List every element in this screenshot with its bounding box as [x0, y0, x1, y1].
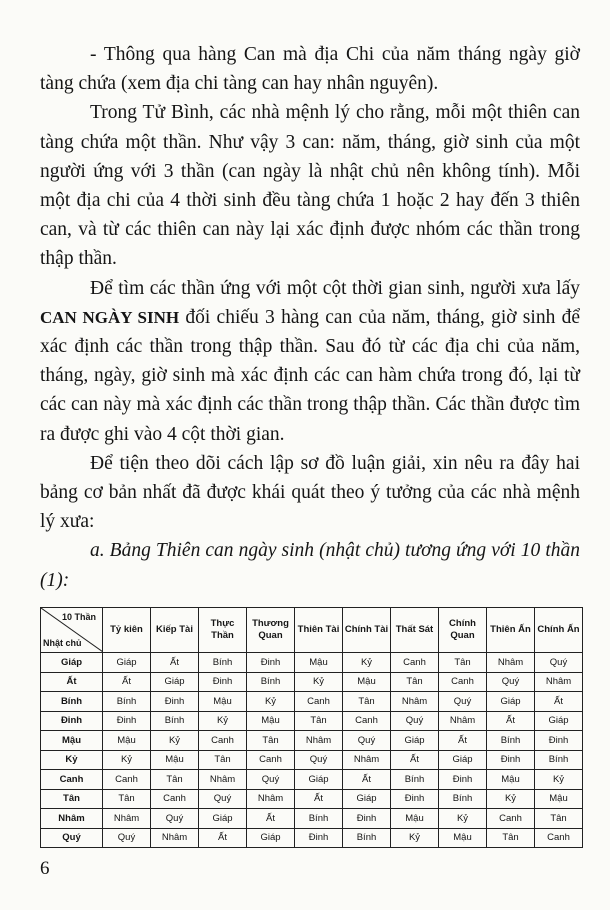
- column-header: Thất Sát: [391, 608, 439, 653]
- table-cell: Bính: [295, 809, 343, 829]
- table-cell: Giáp: [103, 653, 151, 673]
- table-cell: Tân: [487, 828, 535, 848]
- table-cell: Kỷ: [103, 750, 151, 770]
- table-cell: Tân: [247, 731, 295, 751]
- table-cell: Canh: [439, 672, 487, 692]
- paragraph-3: [40, 274, 580, 449]
- table-caption: a. Bảng Thiên can ngày sinh (nhật chủ) tương ứng với 10 thần (1):: [40, 540, 580, 591]
- table-cell: Kỷ: [391, 828, 439, 848]
- table-cell: Bính: [391, 770, 439, 790]
- column-header: Chính Quan: [439, 608, 487, 653]
- table-cell: Quý: [199, 789, 247, 809]
- row-header-cell: Canh: [41, 770, 103, 790]
- table-cell: Nhâm: [199, 770, 247, 790]
- table-cell: Canh: [103, 770, 151, 790]
- body-text: [40, 40, 580, 595]
- table-cell: Canh: [535, 828, 583, 848]
- table-cell: Ất: [199, 828, 247, 848]
- table-cell: Mậu: [199, 692, 247, 712]
- table-row: [41, 731, 583, 751]
- table-cell: Mậu: [487, 770, 535, 790]
- table-cell: Kỷ: [295, 672, 343, 692]
- table-cell: Canh: [199, 731, 247, 751]
- table-cell: Bính: [487, 731, 535, 751]
- table-cell: Đinh: [535, 731, 583, 751]
- table-corner-cell: [41, 608, 103, 653]
- table-cell: Bính: [151, 711, 199, 731]
- table-cell: Kỷ: [199, 711, 247, 731]
- table-cell: Canh: [391, 653, 439, 673]
- table-cell: Quý: [103, 828, 151, 848]
- table-cell: Đinh: [391, 789, 439, 809]
- table-cell: Mậu: [391, 809, 439, 829]
- table-row: [41, 789, 583, 809]
- table-cell: Quý: [487, 672, 535, 692]
- table-cell: Nhâm: [343, 750, 391, 770]
- table-cell: Kỷ: [247, 692, 295, 712]
- table-cell: Quý: [247, 770, 295, 790]
- table-cell: Giáp: [151, 672, 199, 692]
- table-cell: Ất: [151, 653, 199, 673]
- table-cell: Ất: [343, 770, 391, 790]
- ten-gods-table: [40, 607, 583, 848]
- table-cell: Canh: [295, 692, 343, 712]
- table-cell: Đinh: [103, 711, 151, 731]
- table-cell: Mậu: [103, 731, 151, 751]
- paragraph-3-start: Để tìm các thần ứng với một cột thời gian sinh, người xưa lấy: [90, 277, 580, 299]
- table-container: [40, 607, 582, 848]
- paragraph-3-bold: CAN NGÀY SINH: [40, 307, 180, 327]
- table-cell: Mậu: [439, 828, 487, 848]
- table-cell: Tân: [151, 770, 199, 790]
- column-header: Thương Quan: [247, 608, 295, 653]
- table-cell: Giáp: [295, 770, 343, 790]
- table-cell: Đinh: [199, 672, 247, 692]
- table-cell: Bính: [103, 692, 151, 712]
- table-cell: Quý: [343, 731, 391, 751]
- table-cell: Bính: [247, 672, 295, 692]
- table-cell: Nhâm: [247, 789, 295, 809]
- table-cell: Kỷ: [535, 770, 583, 790]
- table-cell: Nhâm: [151, 828, 199, 848]
- table-cell: Tân: [343, 692, 391, 712]
- table-cell: Giáp: [343, 789, 391, 809]
- table-cell: Bính: [199, 653, 247, 673]
- table-cell: Bính: [439, 789, 487, 809]
- corner-label-bottom: Nhật chủ: [43, 638, 82, 648]
- row-header-cell: Giáp: [41, 653, 103, 673]
- table-row: [41, 711, 583, 731]
- table-row: [41, 653, 583, 673]
- row-header-cell: Bính: [41, 692, 103, 712]
- table-cell: Tân: [535, 809, 583, 829]
- table-cell: Ất: [391, 750, 439, 770]
- row-header-cell: Nhâm: [41, 809, 103, 829]
- table-cell: Canh: [151, 789, 199, 809]
- table-cell: Giáp: [487, 692, 535, 712]
- table-cell: Nhâm: [295, 731, 343, 751]
- paragraph-1: - Thông qua hàng Can mà địa Chi của năm tháng ngày giờ tàng chứa (xem địa chi tàng can hay nhân nguyên).: [40, 44, 580, 95]
- table-cell: Tân: [199, 750, 247, 770]
- paragraph-4: Để tiện theo dõi cách lập sơ đồ luận giải, xin nêu ra đây hai bảng cơ bản nhất đã được khái quát theo ý tưởng của các nhà mệnh lý xưa:: [40, 452, 580, 533]
- column-header: Chính Ấn: [535, 608, 583, 653]
- table-cell: Ất: [535, 692, 583, 712]
- row-header-cell: Ất: [41, 672, 103, 692]
- table-cell: Kỷ: [343, 653, 391, 673]
- table-cell: Kỷ: [439, 809, 487, 829]
- table-cell: Kỷ: [151, 731, 199, 751]
- table-cell: Ất: [247, 809, 295, 829]
- corner-label-top: 10 Thần: [61, 612, 96, 622]
- table-cell: Bính: [535, 750, 583, 770]
- table-cell: Đinh: [295, 828, 343, 848]
- table-cell: Quý: [391, 711, 439, 731]
- table-cell: Đinh: [151, 692, 199, 712]
- table-cell: Kỷ: [487, 789, 535, 809]
- page-number: 6: [40, 858, 50, 879]
- table-cell: Canh: [487, 809, 535, 829]
- table-row: [41, 828, 583, 848]
- table-cell: Bính: [343, 828, 391, 848]
- table-cell: Nhâm: [439, 711, 487, 731]
- table-row: [41, 809, 583, 829]
- table-cell: Giáp: [247, 828, 295, 848]
- row-header-cell: Kỷ: [41, 750, 103, 770]
- paragraph-2: Trong Tử Bình, các nhà mệnh lý cho rằng, mỗi một thiên can tàng chứa một thần. Như vậy 3 can: năm, tháng, giờ sinh của một người ứng với 3 thần (can ngày là nhật chủ nên không tính). Mỗi một địa chi của 4 thời sinh đều tàng chứa 1 hoặc 2 hay đến 3 thiên can, và từ các thiên can này lại xác định được nhóm các thần trong thập thần.: [40, 102, 580, 270]
- table-cell: Nhâm: [535, 672, 583, 692]
- row-header-cell: Đinh: [41, 711, 103, 731]
- row-header-cell: Tân: [41, 789, 103, 809]
- table-cell: Giáp: [391, 731, 439, 751]
- table-row: [41, 692, 583, 712]
- table-cell: Đinh: [247, 653, 295, 673]
- table-cell: Quý: [295, 750, 343, 770]
- table-cell: Tân: [295, 711, 343, 731]
- column-header: Thiên Tài: [295, 608, 343, 653]
- column-header: Thiên Ấn: [487, 608, 535, 653]
- row-header-cell: Quý: [41, 828, 103, 848]
- row-header-cell: Mậu: [41, 731, 103, 751]
- table-cell: Nhâm: [103, 809, 151, 829]
- table-cell: Ất: [295, 789, 343, 809]
- table-cell: Mậu: [535, 789, 583, 809]
- column-header: Tỷ kiên: [103, 608, 151, 653]
- table-cell: Giáp: [535, 711, 583, 731]
- table-cell: Đinh: [343, 809, 391, 829]
- table-cell: Mậu: [295, 653, 343, 673]
- table-cell: Ất: [487, 711, 535, 731]
- column-header: Kiếp Tài: [151, 608, 199, 653]
- paragraph-3-end: đối chiếu 3 hàng can của năm, tháng, giờ sinh để xác định các thần trong thập thần. Sau đó từ các địa chi của năm, tháng, ngày, giờ sinh mà xác định các can hàm chứa trong đó, lại từ các can này mà xác định các thần trong thập thần. Các thần được tìm ra được ghi vào 4 cột thời gian.: [40, 306, 580, 445]
- table-cell: Quý: [439, 692, 487, 712]
- table-row: [41, 672, 583, 692]
- table-cell: Giáp: [199, 809, 247, 829]
- table-cell: Mậu: [151, 750, 199, 770]
- table-cell: Ất: [103, 672, 151, 692]
- table-header-row: [41, 608, 583, 653]
- table-cell: Tân: [391, 672, 439, 692]
- table-cell: Đinh: [487, 750, 535, 770]
- table-cell: Quý: [151, 809, 199, 829]
- table-row: [41, 770, 583, 790]
- table-cell: Canh: [247, 750, 295, 770]
- table-cell: Mậu: [343, 672, 391, 692]
- table-cell: Giáp: [439, 750, 487, 770]
- table-cell: Nhâm: [391, 692, 439, 712]
- table-cell: Tân: [439, 653, 487, 673]
- column-header: Thực Thần: [199, 608, 247, 653]
- table-cell: Quý: [535, 653, 583, 673]
- table-cell: Canh: [343, 711, 391, 731]
- table-row: [41, 750, 583, 770]
- table-cell: Tân: [103, 789, 151, 809]
- table-cell: Nhâm: [487, 653, 535, 673]
- table-cell: Ất: [439, 731, 487, 751]
- column-header: Chính Tài: [343, 608, 391, 653]
- table-cell: Mậu: [247, 711, 295, 731]
- table-cell: Đinh: [439, 770, 487, 790]
